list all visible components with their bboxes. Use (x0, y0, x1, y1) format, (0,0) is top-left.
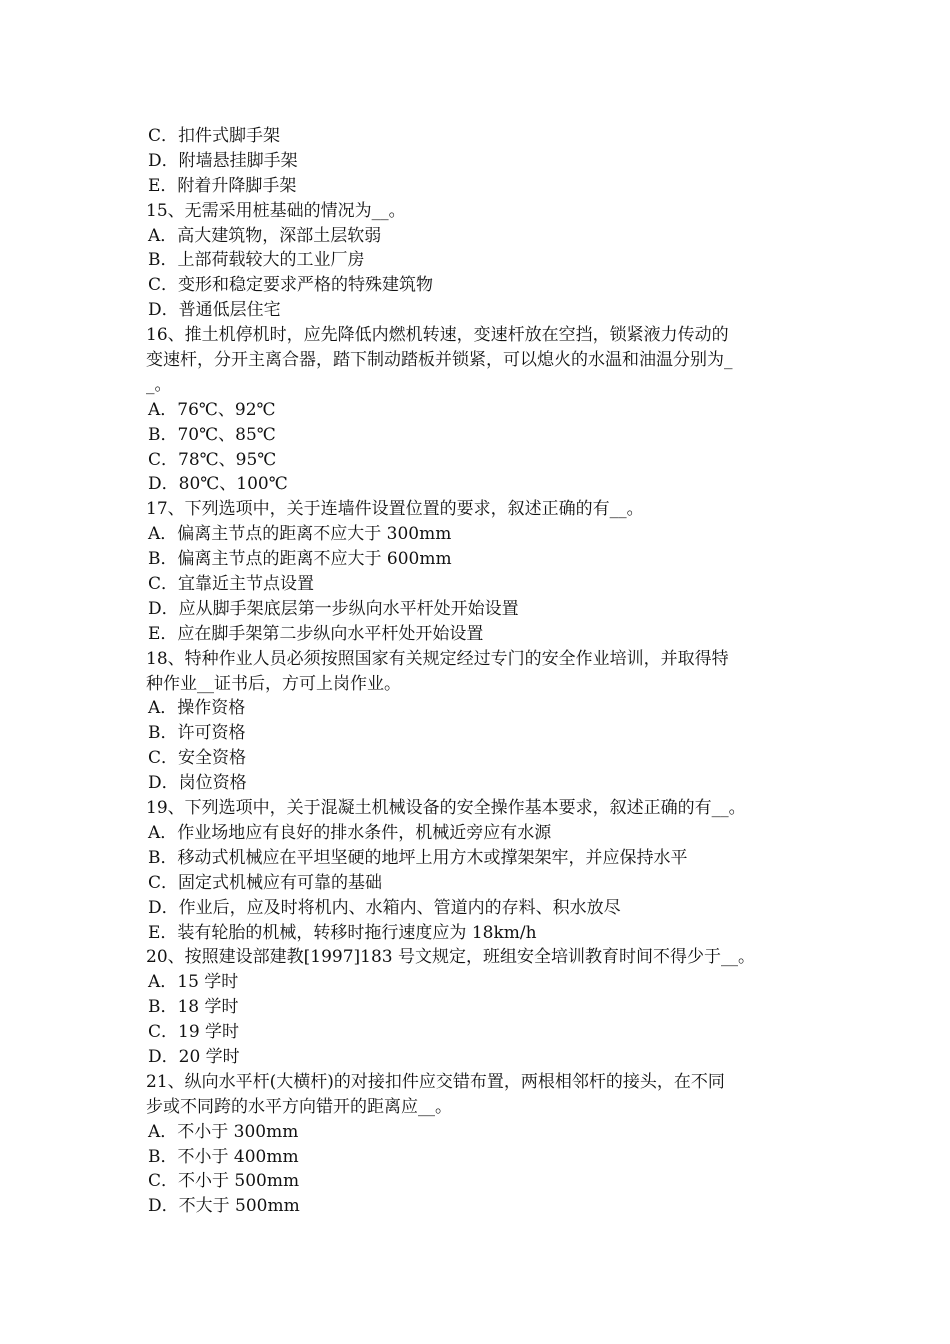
answer-option-line: C．扣件式脚手架 (148, 126, 281, 146)
answer-option-line: A．作业场地应有良好的排水条件，机械近旁应有水源 (148, 822, 552, 843)
answer-option-line: C．78℃、95℃ (148, 449, 277, 470)
answer-option-line: B．不小于 400mm (148, 1146, 299, 1167)
answer-option-line: A．高大建筑物，深部土层软弱 (148, 225, 382, 246)
answer-option-line: D．作业后，应及时将机内、水箱内、管道内的存料、积水放尽 (148, 897, 621, 918)
answer-option-line: B．许可资格 (148, 723, 246, 744)
answer-option-line: C．不小于 500mm (148, 1171, 300, 1192)
answer-option-line: B．移动式机械应在平坦坚硬的地坪上用方木或撑架架牢，并应保持水平 (148, 847, 688, 868)
question-text-line: _。 (146, 374, 172, 395)
answer-option-line: D．岗位资格 (148, 773, 247, 794)
answer-option-line: D．应从脚手架底层第一步纵向水平杆处开始设置 (148, 598, 519, 619)
answer-option-line: B．18 学时 (148, 997, 239, 1018)
question-text-line: 16、推土机停机时，应先降低内燃机转速，变速杆放在空挡，锁紧液力传动的 (146, 325, 729, 346)
answer-option-line: C．宜靠近主节点设置 (148, 574, 315, 595)
answer-option-line: E．附着升降脚手架 (148, 175, 297, 196)
answer-option-line: B．70℃、85℃ (148, 424, 276, 445)
answer-option-line: A．不小于 300mm (148, 1121, 299, 1142)
answer-option-line: B．偏离主节点的距离不应大于 600mm (148, 549, 452, 570)
question-text-line: 20、按照建设部建教[1997]183 号文规定，班组安全培训教育时间不得少于__。 (146, 947, 756, 968)
answer-option-line: E．应在脚手架第二步纵向水平杆处开始设置 (148, 623, 484, 644)
answer-option-line: D．80℃、100℃ (148, 474, 288, 495)
question-text-line: 变速杆，分开主离合器，踏下制动踏板并锁紧，可以熄火的水温和油温分别为_ (146, 350, 733, 371)
answer-option-line: D．不大于 500mm (148, 1196, 300, 1217)
question-text-line: 15、无需采用桩基础的情况为__。 (146, 200, 406, 221)
answer-option-line: D．附墙悬挂脚手架 (148, 150, 298, 171)
answer-option-line: B．上部荷载较大的工业厂房 (148, 250, 365, 271)
document-page (146, 124, 814, 1219)
answer-option-line: C．安全资格 (148, 748, 247, 769)
question-text-line: 19、下列选项中，关于混凝土机械设备的安全操作基本要求，叙述正确的有__。 (146, 798, 746, 819)
question-text-line: 21、纵向水平杆(大横杆)的对接扣件应交错布置，两根相邻杆的接头，在不同 (146, 1071, 725, 1092)
answer-option-line: A．15 学时 (148, 972, 239, 993)
question-text-line: 18、特种作业人员必须按照国家有关规定经过专门的安全作业培训，并取得特 (146, 648, 729, 669)
answer-option-line: D．20 学时 (148, 1046, 240, 1067)
answer-option-line: C．19 学时 (148, 1022, 240, 1043)
answer-option-line: C．固定式机械应有可靠的基础 (148, 872, 383, 893)
answer-option-line: A．偏离主节点的距离不应大于 300mm (148, 524, 452, 545)
answer-option-line: D．普通低层住宅 (148, 300, 281, 321)
answer-option-line: E．装有轮胎的机械，转移时拖行速度应为 18km/h (148, 922, 537, 943)
answer-option-line: A．76℃、92℃ (148, 399, 276, 420)
question-text-line: 步或不同跨的水平方向错开的距离应__。 (146, 1096, 452, 1117)
answer-option-line: A．操作资格 (148, 698, 246, 719)
answer-option-line: C．变形和稳定要求严格的特殊建筑物 (148, 275, 434, 296)
question-text-line: 种作业__证书后，方可上岗作业。 (146, 673, 401, 694)
question-text-line: 17、下列选项中，关于连墙件设置位置的要求，叙述正确的有__。 (146, 499, 644, 520)
